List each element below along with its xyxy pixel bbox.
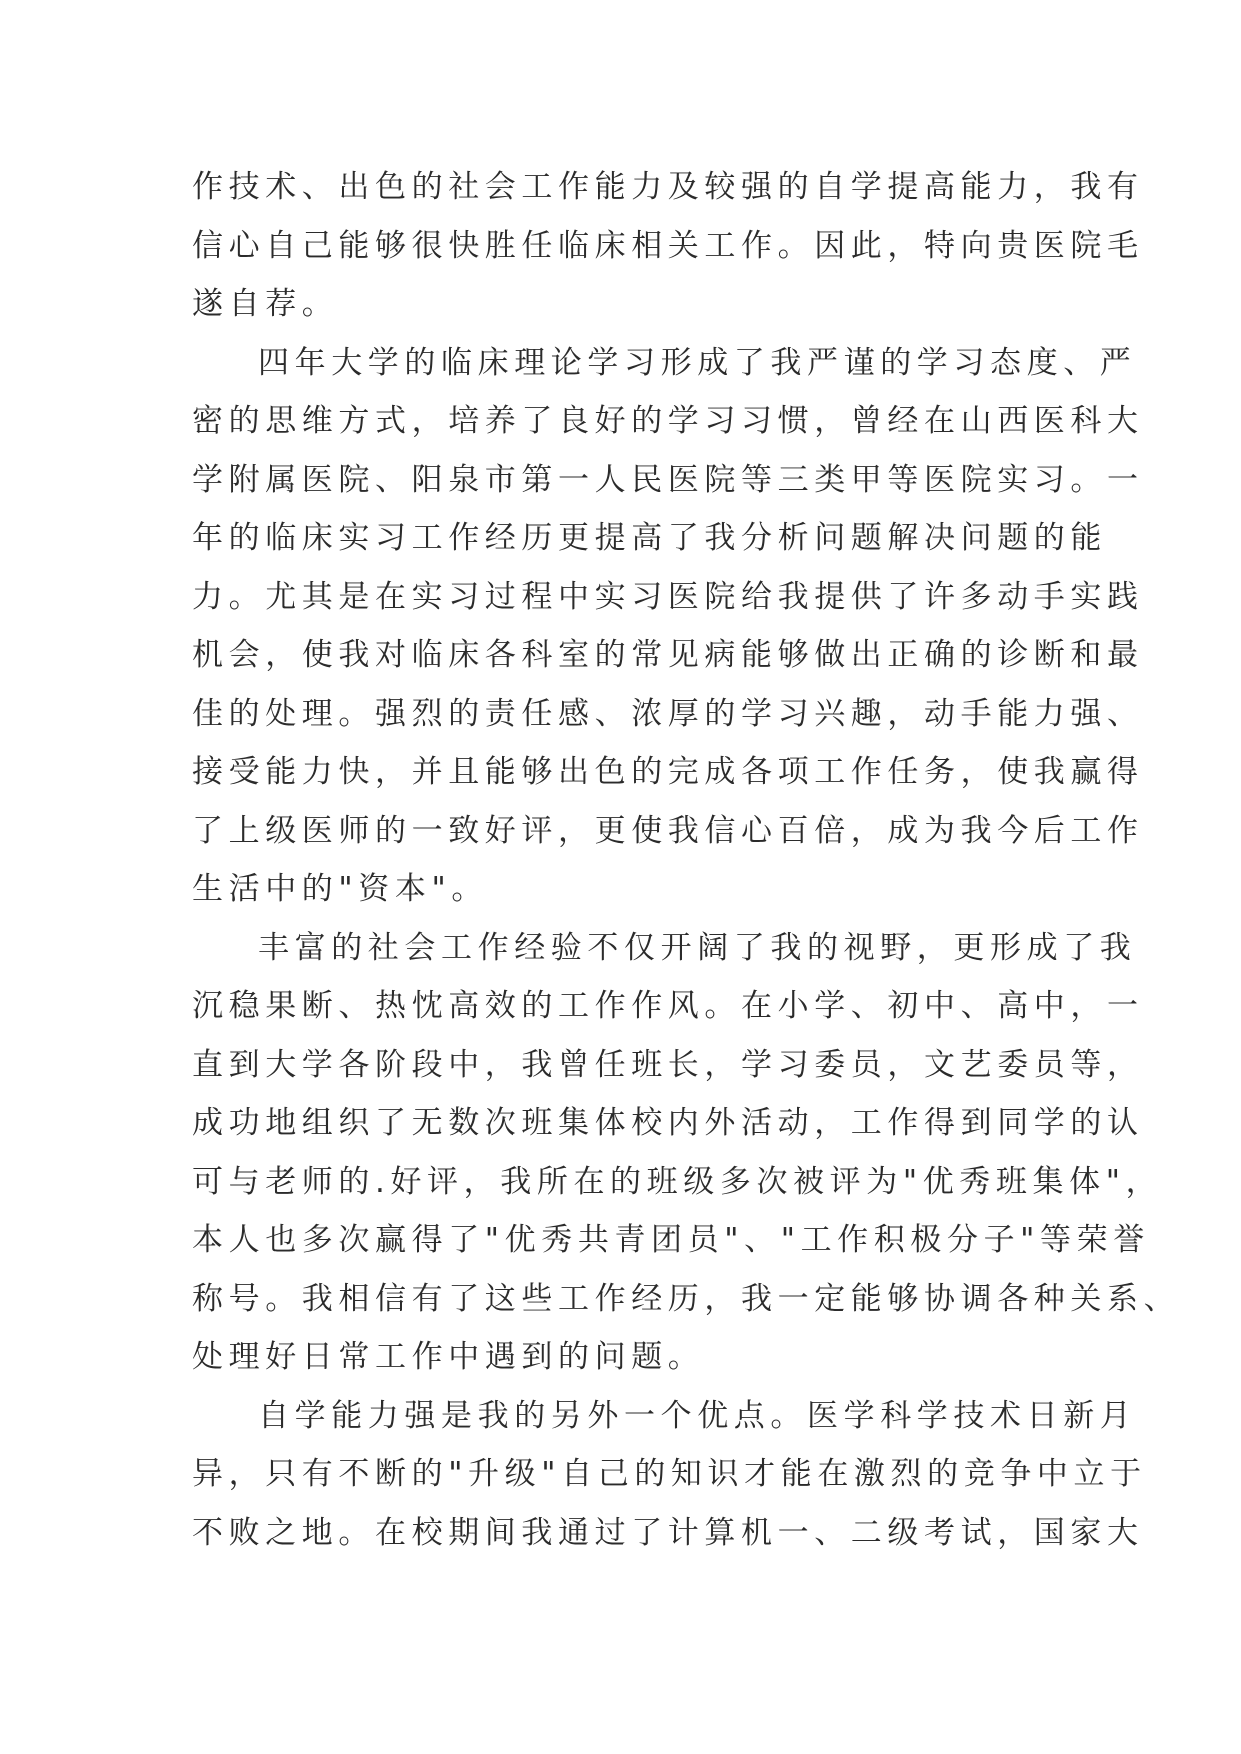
text-line: 可与老师的.好评，我所在的班级多次被评为"优秀班集体"， bbox=[192, 1163, 1163, 1200]
text-line: 称号。我相信有了这些工作经历，我一定能够协调各种关系、 bbox=[192, 1280, 1181, 1317]
text-line: 本人也多次赢得了"优秀共青团员"、"工作积极分子"等荣誉 bbox=[192, 1222, 1150, 1258]
paragraph-first-line: 自学能力强是我的另外一个优点。医学科学技术日新月 bbox=[258, 1397, 1137, 1434]
text-line: 异，只有不断的"升级"自己的知识才能在激烈的竞争中立于 bbox=[192, 1456, 1147, 1492]
text-line: 生活中的"资本"。 bbox=[192, 871, 488, 907]
text-line: 成功地组织了无数次班集体校内外活动，工作得到同学的认 bbox=[192, 1105, 1144, 1141]
text-line: 了上级医师的一致好评，更使我信心百倍，成为我今后工作 bbox=[192, 812, 1144, 849]
text-line: 接受能力快，并且能够出色的完成各项工作任务，使我赢得 bbox=[192, 754, 1144, 790]
text-line: 不败之地。在校期间我通过了计算机一、二级考试，国家大 bbox=[192, 1514, 1144, 1551]
text-line: 沉稳果断、热忱高效的工作作风。在小学、初中、高中，一 bbox=[192, 988, 1144, 1024]
text-line: 学附属医院、阳泉市第一人民医院等三类甲等医院实习。一 bbox=[192, 461, 1144, 498]
text-line: 作技术、出色的社会工作能力及较强的自学提高能力，我有 bbox=[192, 169, 1144, 205]
text-line: 佳的处理。强烈的责任感、浓厚的学习兴趣，动手能力强、 bbox=[192, 695, 1144, 732]
paragraph-first-line: 四年大学的临床理论学习形成了我严谨的学习态度、严 bbox=[258, 344, 1137, 381]
text-line: 年的临床实习工作经历更提高了我分析问题解决问题的能 bbox=[192, 520, 1107, 556]
text-line: 力。尤其是在实习过程中实习医院给我提供了许多动手实践 bbox=[192, 578, 1144, 615]
document-body bbox=[192, 158, 1181, 1562]
text-line: 遂自荐。 bbox=[192, 286, 339, 322]
text-line: 密的思维方式，培养了良好的学习习惯，曾经在山西医科大 bbox=[192, 403, 1144, 439]
text-line: 直到大学各阶段中，我曾任班长，学习委员，文艺委员等， bbox=[192, 1046, 1144, 1083]
text-line: 处理好日常工作中遇到的问题。 bbox=[192, 1339, 705, 1375]
text-line: 信心自己能够很快胜任临床相关工作。因此，特向贵医院毛 bbox=[192, 227, 1144, 264]
text-line: 机会，使我对临床各科室的常见病能够做出正确的诊断和最 bbox=[192, 637, 1144, 673]
paragraph-first-line: 丰富的社会工作经验不仅开阔了我的视野，更形成了我 bbox=[258, 929, 1137, 966]
